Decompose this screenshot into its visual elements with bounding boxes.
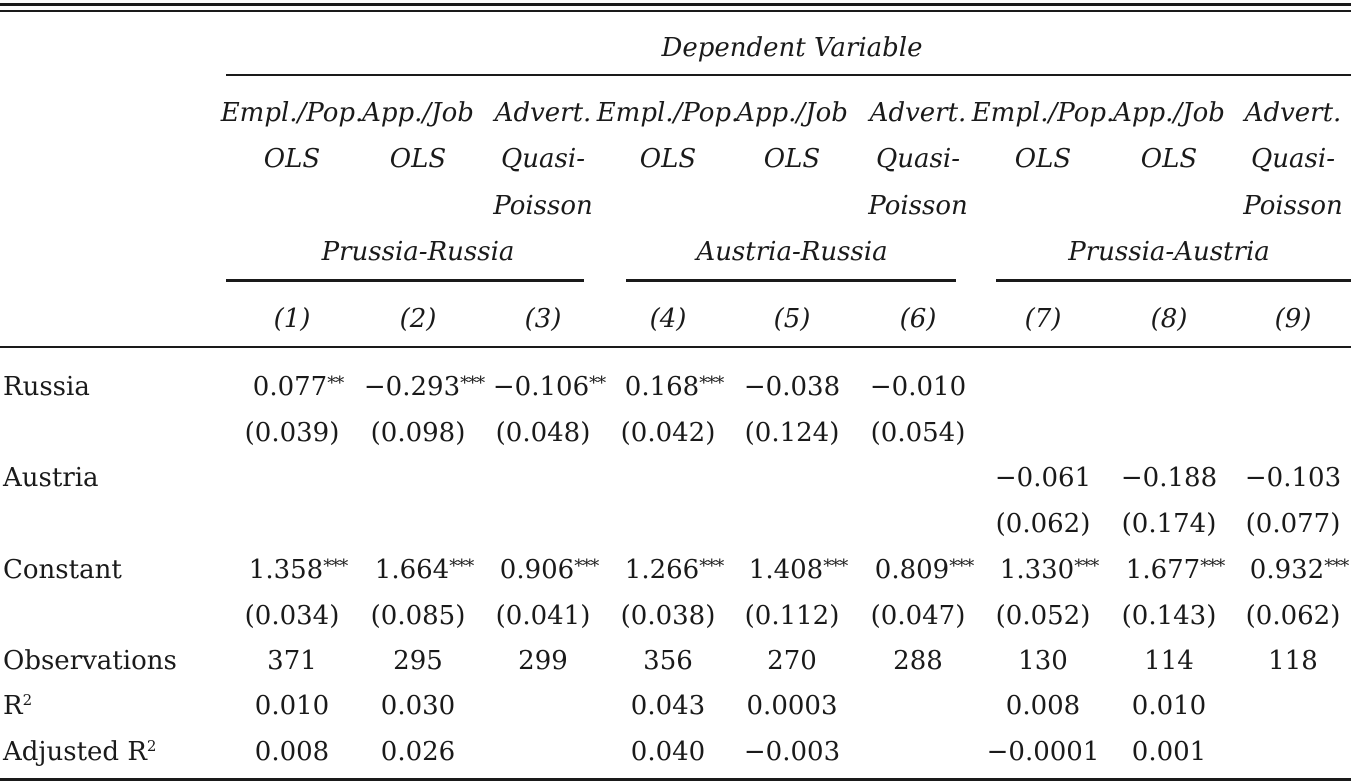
russia-coef-col-2 xyxy=(364,372,484,405)
russia-coef-col-6 xyxy=(870,372,966,402)
column-header-6-line2: Quasi- xyxy=(875,144,961,174)
constant-coef-col-3 xyxy=(500,555,598,588)
constant-coef-col-2 xyxy=(375,555,473,588)
constant-significance-stars: *** xyxy=(449,556,474,577)
austria-se-col-8: (0.174) xyxy=(1121,509,1217,539)
column-number-9: (9) xyxy=(1274,304,1312,334)
column-number-4: (4) xyxy=(649,304,687,334)
column-header-5-line2: OLS xyxy=(763,144,821,174)
russia-coef-value: −0.106 xyxy=(492,372,590,402)
russia-coef-col-1 xyxy=(253,372,343,405)
constant-coef-col-8 xyxy=(1126,555,1224,588)
constant-coef-value: 1.664 xyxy=(374,555,450,585)
russia-coef-value: 0.168 xyxy=(624,372,700,402)
observations-value-col-2: 295 xyxy=(393,646,443,676)
constant-coef-value: 0.906 xyxy=(499,555,575,585)
bottom-rule xyxy=(0,778,1351,781)
austria-coef-col-7 xyxy=(995,463,1091,493)
adj_r2-value-col-8: 0.001 xyxy=(1131,737,1207,767)
adj_r2-value-col-4: 0.040 xyxy=(630,737,706,767)
top-rule-inner xyxy=(0,10,1351,12)
constant-coef-value: 0.809 xyxy=(874,555,950,585)
r2-value-col-4: 0.043 xyxy=(630,691,706,721)
adj-r2-label-text: Adjusted R xyxy=(3,737,147,767)
column-header-9-line1: Advert. xyxy=(1244,98,1342,128)
austria-coef-value: −0.188 xyxy=(1120,463,1218,493)
constant-coef-value: 1.677 xyxy=(1125,555,1201,585)
russia-coef-col-3 xyxy=(493,372,605,405)
austria-se-col-7: (0.062) xyxy=(995,509,1091,539)
column-header-7-line2: OLS xyxy=(1014,144,1072,174)
observations-value-col-6: 288 xyxy=(893,646,943,676)
column-header-4-line1: Empl./Pop. xyxy=(596,98,740,128)
group-underline-prussia-russia xyxy=(226,279,584,282)
constant-se-col-9: (0.062) xyxy=(1245,601,1341,631)
group-underline-austria-russia xyxy=(626,279,956,282)
russia-coef-value: −0.010 xyxy=(869,372,967,402)
austria-coef-col-9 xyxy=(1245,463,1341,493)
column-header-1-line2: OLS xyxy=(263,144,321,174)
column-header-3-line1: Advert. xyxy=(494,98,592,128)
russia-significance-stars: *** xyxy=(460,373,485,394)
row-label-observations: Observations xyxy=(3,646,177,676)
header-body-rule xyxy=(0,346,1351,348)
column-header-6-line1: Advert. xyxy=(869,98,967,128)
constant-significance-stars: *** xyxy=(1200,556,1225,577)
column-header-3-line2: Quasi- xyxy=(500,144,586,174)
russia-se-col-1: (0.039) xyxy=(244,418,340,448)
constant-significance-stars: *** xyxy=(1074,556,1099,577)
constant-significance-stars: *** xyxy=(949,556,974,577)
constant-se-col-1: (0.034) xyxy=(244,601,340,631)
adj_r2-value-col-5: −0.003 xyxy=(743,737,841,767)
adj_r2-value-col-2: 0.026 xyxy=(380,737,456,767)
column-number-6: (6) xyxy=(899,304,937,334)
column-number-7: (7) xyxy=(1024,304,1062,334)
constant-coef-value: 1.358 xyxy=(248,555,324,585)
constant-se-col-7: (0.052) xyxy=(995,601,1091,631)
r2-value-col-1: 0.010 xyxy=(254,691,330,721)
observations-value-col-5: 270 xyxy=(767,646,817,676)
constant-coef-col-6 xyxy=(875,555,973,588)
column-header-1-line1: Empl./Pop. xyxy=(220,98,364,128)
group-label-prussia-russia: Prussia-Russia xyxy=(321,237,515,267)
r2-label-sup: 2 xyxy=(22,691,33,709)
adj-r2-label-sup: 2 xyxy=(146,737,157,755)
column-header-5-line1: App./Job xyxy=(736,98,848,128)
constant-coef-col-5 xyxy=(749,555,847,588)
observations-value-col-8: 114 xyxy=(1144,646,1194,676)
column-number-1: (1) xyxy=(273,304,311,334)
column-header-9-line3: Poisson xyxy=(1243,191,1343,221)
group-label-austria-russia: Austria-Russia xyxy=(696,237,888,267)
observations-value-col-1: 371 xyxy=(267,646,317,676)
constant-coef-value: 0.932 xyxy=(1249,555,1325,585)
row-label-r2 xyxy=(3,691,32,724)
column-header-2-line1: App./Job xyxy=(362,98,474,128)
russia-se-col-5: (0.124) xyxy=(744,418,840,448)
column-number-2: (2) xyxy=(399,304,437,334)
constant-se-col-8: (0.143) xyxy=(1121,601,1217,631)
constant-coef-value: 1.408 xyxy=(748,555,824,585)
column-header-8-line2: OLS xyxy=(1140,144,1198,174)
column-header-7-line1: Empl./Pop. xyxy=(971,98,1115,128)
adj_r2-value-col-7: −0.0001 xyxy=(986,737,1100,767)
russia-coef-value: −0.293 xyxy=(363,372,461,402)
group-label-prussia-austria: Prussia-Austria xyxy=(1068,237,1270,267)
top-rule-outer xyxy=(0,3,1351,6)
constant-coef-col-1 xyxy=(249,555,347,588)
row-label-constant: Constant xyxy=(3,555,122,585)
constant-se-col-5: (0.112) xyxy=(744,601,840,631)
constant-significance-stars: *** xyxy=(1324,556,1349,577)
r2-value-col-5: 0.0003 xyxy=(746,691,838,721)
russia-significance-stars: *** xyxy=(699,373,724,394)
constant-significance-stars: *** xyxy=(699,556,724,577)
austria-coef-col-8 xyxy=(1121,463,1217,493)
russia-coef-col-4 xyxy=(625,372,723,405)
column-header-9-line2: Quasi- xyxy=(1250,144,1336,174)
column-header-8-line1: App./Job xyxy=(1113,98,1225,128)
constant-significance-stars: *** xyxy=(823,556,848,577)
column-header-4-line2: OLS xyxy=(639,144,697,174)
austria-se-col-9: (0.077) xyxy=(1245,509,1341,539)
adj_r2-value-col-1: 0.008 xyxy=(254,737,330,767)
dependent-variable-heading: Dependent Variable xyxy=(661,33,923,63)
column-header-3-line3: Poisson xyxy=(493,191,593,221)
constant-coef-col-7 xyxy=(1000,555,1098,588)
russia-se-col-6: (0.054) xyxy=(870,418,966,448)
constant-coef-col-9 xyxy=(1250,555,1348,588)
dependent-variable-underline xyxy=(226,74,1351,76)
row-label-russia: Russia xyxy=(3,372,90,402)
constant-coef-col-4 xyxy=(625,555,723,588)
austria-coef-value: −0.103 xyxy=(1244,463,1342,493)
russia-significance-stars: ** xyxy=(327,373,344,394)
constant-se-col-6: (0.047) xyxy=(870,601,966,631)
column-header-6-line3: Poisson xyxy=(868,191,968,221)
constant-se-col-3: (0.041) xyxy=(495,601,591,631)
russia-se-col-2: (0.098) xyxy=(370,418,466,448)
column-number-8: (8) xyxy=(1150,304,1188,334)
russia-se-col-3: (0.048) xyxy=(495,418,591,448)
r2-value-col-8: 0.010 xyxy=(1131,691,1207,721)
row-label-austria: Austria xyxy=(3,463,99,493)
row-label-adjusted-r2 xyxy=(3,737,156,770)
russia-significance-stars: ** xyxy=(589,373,606,394)
russia-coef-col-5 xyxy=(744,372,840,402)
constant-se-col-4: (0.038) xyxy=(620,601,716,631)
russia-se-col-4: (0.042) xyxy=(620,418,716,448)
observations-value-col-9: 118 xyxy=(1268,646,1318,676)
austria-coef-value: −0.061 xyxy=(994,463,1092,493)
group-underline-prussia-austria xyxy=(996,279,1351,282)
constant-significance-stars: *** xyxy=(574,556,599,577)
observations-value-col-7: 130 xyxy=(1018,646,1068,676)
column-number-5: (5) xyxy=(773,304,811,334)
r2-value-col-7: 0.008 xyxy=(1005,691,1081,721)
constant-coef-value: 1.330 xyxy=(999,555,1075,585)
constant-significance-stars: *** xyxy=(323,556,348,577)
r2-label-text: R xyxy=(3,691,23,721)
observations-value-col-3: 299 xyxy=(518,646,568,676)
r2-value-col-2: 0.030 xyxy=(380,691,456,721)
observations-value-col-4: 356 xyxy=(643,646,693,676)
constant-se-col-2: (0.085) xyxy=(370,601,466,631)
russia-coef-value: 0.077 xyxy=(252,372,328,402)
russia-coef-value: −0.038 xyxy=(743,372,841,402)
column-header-2-line2: OLS xyxy=(389,144,447,174)
column-number-3: (3) xyxy=(524,304,562,334)
constant-coef-value: 1.266 xyxy=(624,555,700,585)
